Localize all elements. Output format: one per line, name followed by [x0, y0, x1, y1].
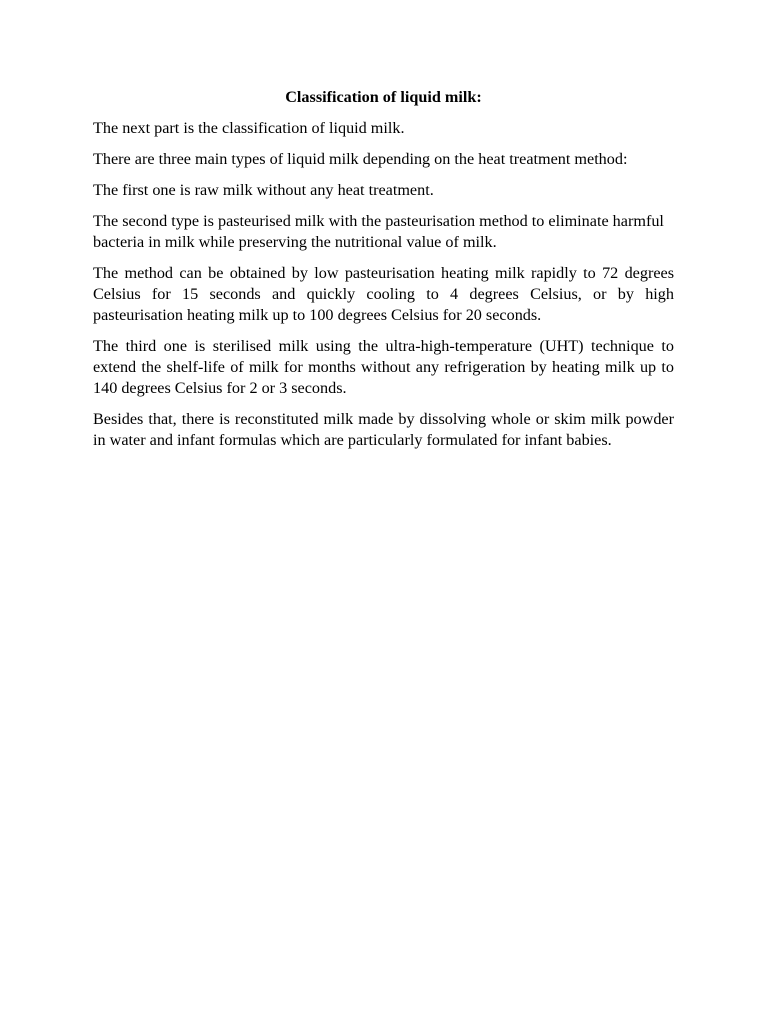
paragraph: The second type is pasteurised milk with the pasteurisation method to eliminate harmful bacteria in milk while preserving the nutritional value of milk.: [93, 212, 664, 251]
document-title: Classification of liquid milk:: [285, 88, 482, 106]
paragraph: The third one is sterilised milk using the ultra-high-temperature (UHT) technique to extend the shelf-life of milk for months without any refrigeration by heating milk up to 140 degrees Celsius for 2 or 3 seconds.: [93, 337, 674, 397]
paragraph: Besides that, there is reconstituted milk made by dissolving whole or skim milk powder in water and infant formulas which are particularly formulated for infant babies.: [93, 410, 674, 449]
paragraph: The next part is the classification of liquid milk.: [93, 119, 405, 137]
paragraph: The method can be obtained by low pasteurisation heating milk rapidly to 72 degrees Celsius for 15 seconds and quickly cooling to 4 degrees Celsius, or by high pasteurisation heating milk up to 100 degrees Celsius for 20 seconds.: [93, 264, 674, 324]
paragraph: The first one is raw milk without any heat treatment.: [93, 181, 434, 199]
document-body: [93, 87, 674, 461]
paragraph: There are three main types of liquid milk depending on the heat treatment method:: [93, 150, 628, 168]
